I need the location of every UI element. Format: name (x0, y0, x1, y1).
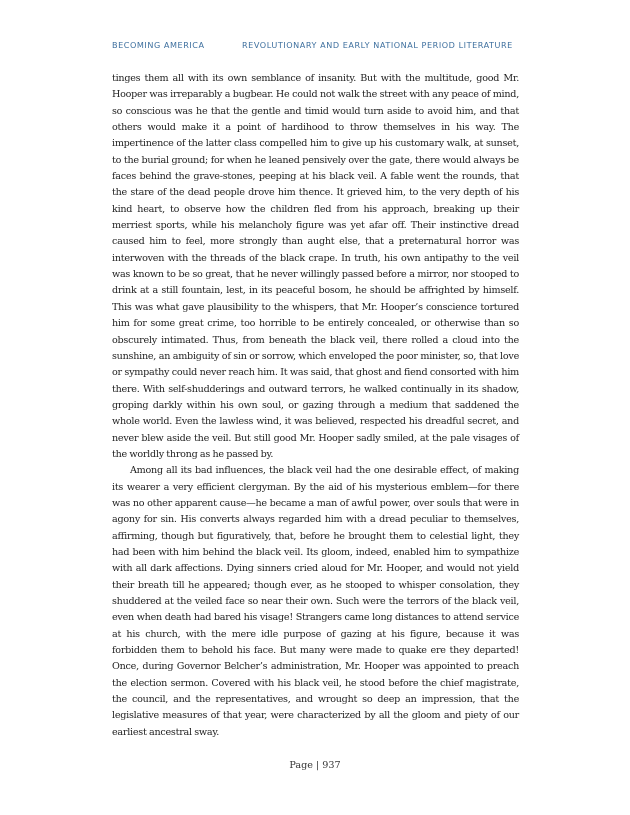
page-number: Page | 937 (289, 760, 341, 771)
body-paragraph: Among all its bad influences, the black veil had the one desirable effect, of making its wearer a very efficient clergyman. By the aid of his mysterious emblem—for there was no other apparent cause—he became a man of awful power, over souls that were in agony for sin. His converts always regarded him with a dread peculiar to themselves, affirming, though but figuratively, that, before he brought them to celestial light, they had been with him behind the black veil. Its gloom, indeed, enabled him to sympathize with all dark affections. Dying sinners cried aloud for Mr. Hooper, and would not yield their breath till he appeared; though ever, as he stooped to whisper consolation, they shuddered at the veiled face so near their own. Such were the terrors of the black veil, even when death had bared his visage! Strangers came long distances to attend service at his church, with the mere idle purpose of gazing at his figure, because it was forbidden them to behold his face. But many were made to quake ere they departed! Once, during Governor Belcher’s administration, Mr. Hooper was appointed to preach the election sermon. Covered with his black veil, he stood before the chief magistrate, the council, and the representatives, and wrought so deep an impression, that the legislative measures of that year, were characterized by all the gloom and piety of our earliest ancestral sway. (112, 465, 519, 738)
header-book-title: BECOMING AMERICA (112, 40, 205, 50)
running-header (112, 40, 532, 52)
body-paragraph: tinges them all with its own semblance of insanity. But with the multitude, good Mr. Hooper was irreparably a bugbear. He could not walk the street with any peace of mind, so conscious was he that the gentle and timid would turn aside to avoid him, and that others would make it a point of hardihood to throw themselves in his way. The impertinence of the latter class compelled him to give up his customary walk, at sunset, to the burial ground; for when he leaned pensively over the gate, there would always be faces behind the grave-stones, peeping at his black veil. A fable went the rounds, that the stare of the dead people drove him thence. It grieved him, to the very depth of his kind heart, to observe how the children fled from his approach, breaking up their merriest sports, while his melancholy figure was yet afar off. Their instinctive dread caused him to feel, more strongly than aught else, that a preternatural horror was interwoven with the threads of the black crape. In truth, his own antipathy to the veil was known to be so great, that he never willingly passed before a mirror, nor stooped to drink at a still fountain, lest, in its peaceful bosom, he should be affrighted by himself. This was what gave plausibility to the whispers, that Mr. Hooper’s conscience tortured him for some great crime, too horrible to be entirely concealed, or otherwise than so obscurely intimated. Thus, from beneath the black veil, there rolled a cloud into the sunshine, an ambiguity of sin or sorrow, which enveloped the poor minister, so, that love or sympathy could never reach him. It was said, that ghost and fiend consorted with him there. With self-shudderings and outward terrors, he walked continually in its shadow, groping darkly within his own soul, or gazing through a medium that saddened the whole world. Even the lawless wind, it was believed, respected his dreadful secret, and never blew aside the veil. But still good Mr. Hooper sadly smiled, at the pale visages of the worldly throng as he passed by. (112, 73, 519, 460)
header-section-title: REVOLUTIONARY AND EARLY NATIONAL PERIOD LITERATURE (242, 40, 513, 50)
page-body (112, 71, 519, 741)
